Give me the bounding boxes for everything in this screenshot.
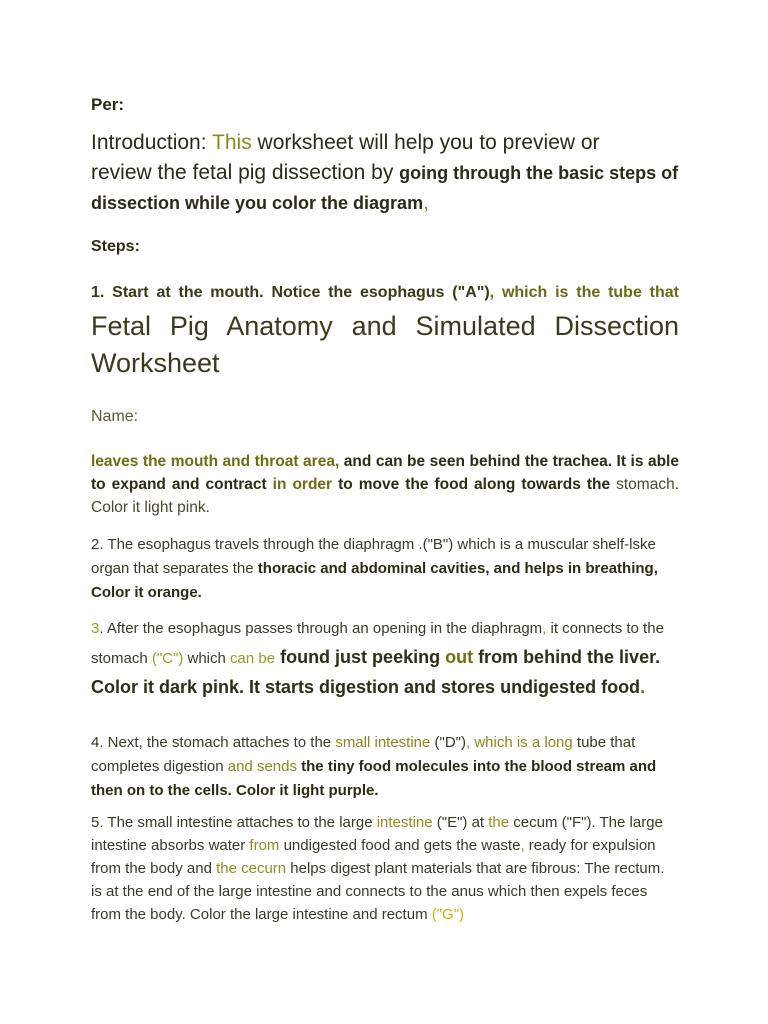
step5-the: the [488, 814, 510, 831]
step2-bold: thoracic and abdominal cavities, and helps in breathing, Color it orange. [91, 560, 658, 601]
step5-text-c: cecum ("F"). The large intestine absorbs water [91, 814, 663, 854]
step1-lead: 1. Start at the mouth. Notice the esophagus ("A") [91, 284, 490, 301]
name-label: Name: [91, 408, 139, 425]
step5-paragraph [91, 811, 679, 926]
step4-small-int: small intestine [335, 734, 431, 751]
step5-text-e: ready for expulsion from the body and [91, 837, 656, 877]
step3-text-b: it connects to the stomach [91, 620, 664, 667]
step4-bold: the tiny food molecules into the blood stream and then on to the cells. Color it light purple. [91, 758, 657, 799]
step3-big-b: from behind the liver. Color it dark pink. It starts digestion and stores undigested food [91, 647, 661, 697]
step5-cecurn: the cecurn [216, 860, 287, 877]
step1-first-line [91, 284, 679, 302]
worksheet-title: Fetal Pig Anatomy and Simulated Dissection Worksheet [91, 311, 679, 378]
step3-paragraph [91, 615, 679, 703]
step3-out: out [445, 647, 474, 667]
step5-g: ("G") [431, 906, 465, 923]
step5-text-d: undigested food and gets the waste [279, 837, 521, 854]
step3-end: . [640, 677, 646, 697]
step3-text-c: which [183, 650, 231, 667]
step5-text-a: 5. The small intestine attaches to the large [91, 814, 377, 831]
step1-cont-d: to move the food along towards the [332, 476, 611, 493]
step3-comma: , [542, 620, 547, 637]
intro-prefix: Introduction: [91, 131, 213, 154]
step5-comma: , [520, 837, 525, 854]
step4-text-c: tube that completes digestion [91, 734, 636, 775]
step3-text-a: . After the esophagus passes through an opening in the diaphragm [99, 620, 543, 637]
step1-cont-a: leaves the mouth and throat area, [91, 453, 340, 470]
step2-paragraph [91, 533, 679, 605]
step1-continuation [91, 450, 679, 519]
step1-cont-e: stomach. Color it light pink. [91, 476, 679, 516]
step4-and-sends: and sends [227, 758, 297, 775]
step1-cont-c: in order [272, 476, 333, 493]
step3-big-a: found just peeking [275, 647, 446, 667]
step4-paragraph [91, 731, 679, 803]
step1-cont-b: and can be seen behind the trachea. It is able to expand and contract [91, 453, 679, 493]
per-label: Per: [91, 95, 125, 114]
step3-can-be: can be [230, 650, 276, 667]
introduction-paragraph [91, 128, 679, 218]
step3-paren: ("C") [151, 650, 184, 667]
intro-line1-rest: worksheet will help you to preview or [251, 131, 600, 154]
intro-line2: review the fetal pig dissection by [91, 161, 400, 184]
intro-trailing: , [423, 191, 429, 214]
step4-which: , which is a long [466, 734, 573, 751]
step4-text-b: ("D") [430, 734, 466, 751]
intro-highlight: This [212, 131, 252, 154]
step5-intestine: intestine [376, 814, 433, 831]
step5-text-f: helps digest plant materials that are fibrous: The rectum. is at the end of the large intestine and connects to the anus which then expels feces from the body. Color the large intestine and rectum [91, 860, 665, 923]
step4-text-a: 4. Next, the stomach attaches to the [91, 734, 336, 751]
step5-text-b: ("E") at [432, 814, 489, 831]
step1-rest: , which is the tube that [489, 284, 680, 301]
intro-bold-part: going through the basic steps of dissection while you color the diagram [91, 163, 679, 213]
steps-heading: Steps: [91, 238, 140, 255]
step5-from: from [249, 837, 280, 854]
step3-num: 3 [91, 620, 100, 637]
step2-text: 2. The esophagus travels through the diaphragm .("B") which is a muscular shelf-lske organ that separates the [91, 536, 656, 577]
